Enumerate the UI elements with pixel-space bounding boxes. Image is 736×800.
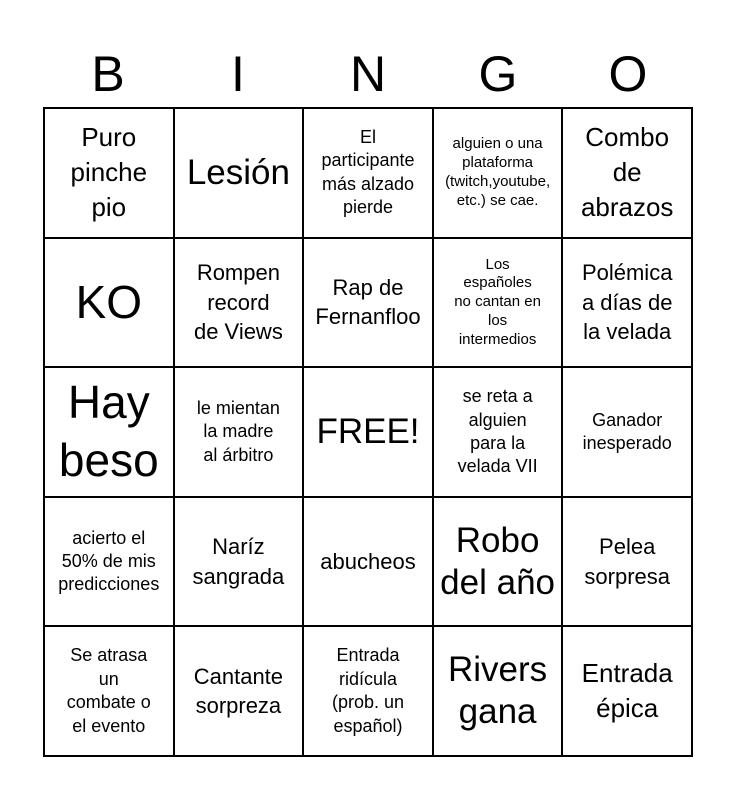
- bingo-header: [43, 40, 693, 108]
- cell-text: Ganador inesperado: [582, 409, 672, 453]
- bingo-cell[interactable]: [562, 367, 692, 497]
- cell-text: Rivers gana: [448, 650, 548, 732]
- cell-text: KO: [75, 275, 143, 328]
- cell-text: El participante más alzado pierde: [321, 127, 415, 218]
- cell-text: Rompen record de Views: [193, 259, 283, 345]
- bingo-cell[interactable]: [433, 108, 563, 238]
- cell-text: Hay beso: [58, 376, 159, 486]
- cell-text: Entrada épica: [581, 658, 673, 724]
- cell-text: Polémica a días de la velada: [581, 259, 673, 345]
- bingo-cell[interactable]: [433, 238, 563, 368]
- cell-text: abucheos: [320, 548, 416, 574]
- cell-text: Puro pinche pio: [70, 122, 148, 223]
- bingo-card: [43, 107, 693, 757]
- bingo-cell[interactable]: [303, 108, 433, 238]
- header-letter-i: I: [231, 46, 245, 102]
- bingo-cell[interactable]: [562, 626, 692, 756]
- cell-text: Entrada ridícula (prob. un español): [331, 645, 405, 736]
- bingo-cell[interactable]: [174, 238, 304, 368]
- cell-text: Rap de Fernanfloo: [315, 274, 421, 330]
- bingo-cell[interactable]: [174, 367, 304, 497]
- bingo-cell[interactable]: [44, 108, 174, 238]
- bingo-cell[interactable]: [44, 497, 174, 627]
- free-space-text: FREE!: [316, 411, 420, 451]
- cell-text: Naríz sangrada: [192, 533, 285, 589]
- cell-text: Se atrasa un combate o el evento: [66, 645, 151, 736]
- cell-text: Pelea sorpresa: [584, 533, 670, 589]
- bingo-cell[interactable]: [303, 497, 433, 627]
- header-letter-n: N: [349, 46, 387, 102]
- cell-text: alguien o una plataforma (twitch,youtube, etc.) se cae.: [445, 135, 551, 209]
- cell-text: se reta a alguien para la velada VII: [457, 386, 538, 477]
- cell-text: Los españoles no cantan en los intermedios: [454, 255, 541, 348]
- cell-text: Combo de abrazos: [580, 122, 674, 223]
- free-space-cell[interactable]: [303, 367, 433, 497]
- bingo-cell[interactable]: [562, 238, 692, 368]
- cell-text: Lesión: [186, 152, 290, 192]
- header-letter-b: B: [91, 46, 125, 102]
- bingo-cell[interactable]: [44, 626, 174, 756]
- header-letter-o: O: [608, 46, 648, 102]
- bingo-cell[interactable]: [433, 497, 563, 627]
- bingo-cell[interactable]: [44, 367, 174, 497]
- bingo-cell[interactable]: [433, 367, 563, 497]
- bingo-cell[interactable]: [44, 238, 174, 368]
- bingo-cell[interactable]: [303, 626, 433, 756]
- bingo-cell[interactable]: [174, 108, 304, 238]
- header-letter-g: G: [478, 46, 518, 102]
- cell-text: acierto el 50% de mis predicciones: [58, 527, 160, 595]
- bingo-cell[interactable]: [174, 626, 304, 756]
- bingo-cell[interactable]: [433, 626, 563, 756]
- bingo-cell[interactable]: [562, 108, 692, 238]
- bingo-cell[interactable]: [562, 497, 692, 627]
- bingo-cell[interactable]: [174, 497, 304, 627]
- cell-text: Cantante sorpreza: [193, 663, 284, 719]
- cell-text: Robo del año: [440, 520, 555, 602]
- cell-text: le mientan la madre al árbitro: [196, 397, 280, 465]
- bingo-cell[interactable]: [303, 238, 433, 368]
